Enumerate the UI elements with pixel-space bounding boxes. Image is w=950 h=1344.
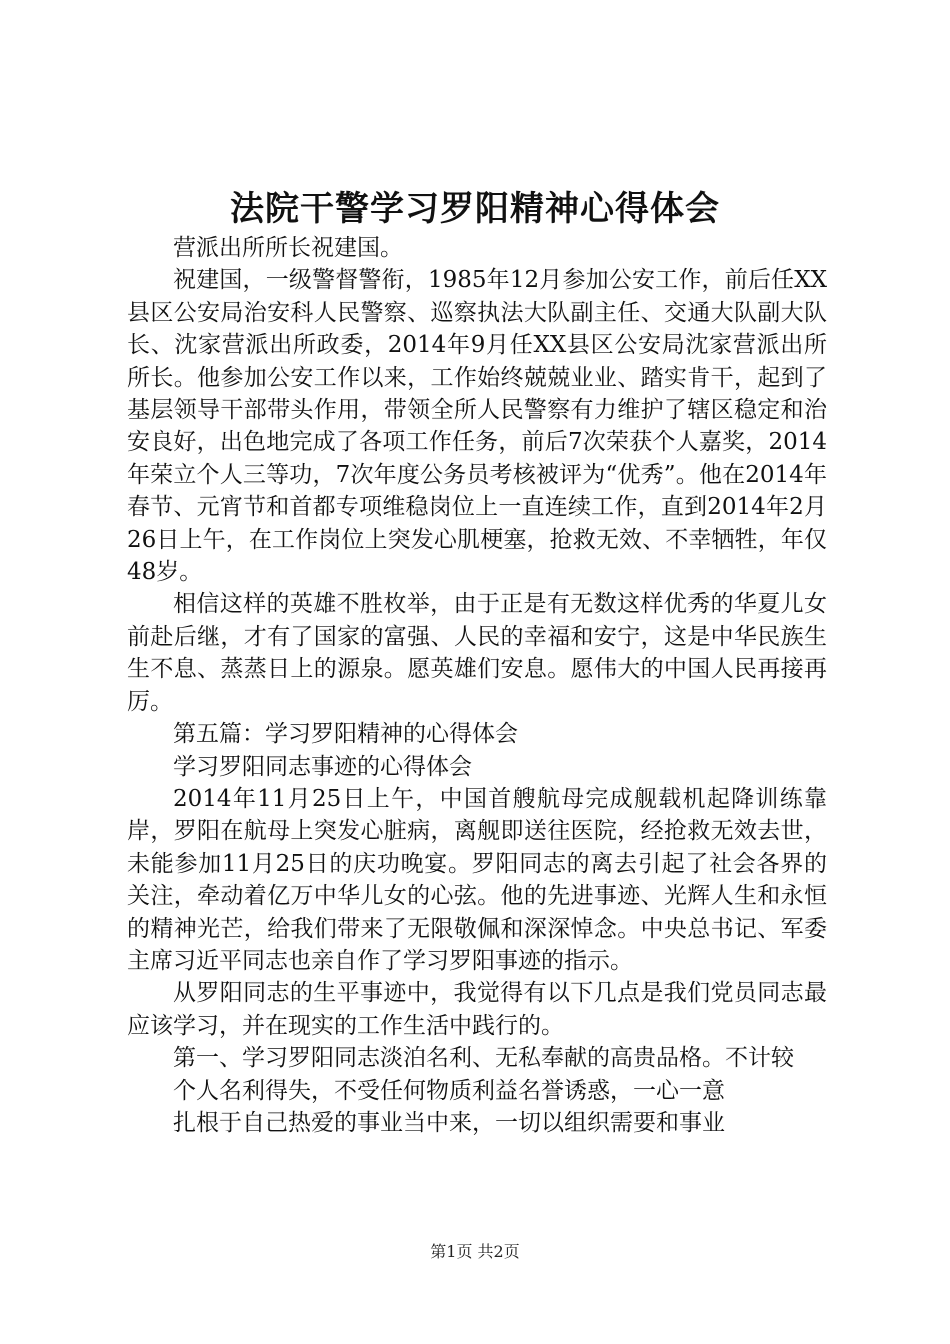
paragraph: 营派出所所长祝建国。 xyxy=(173,235,403,261)
paragraph: 从罗阳同志的生平事迹中，我觉得有以下几点是我们党员同志最应该学习，并在现实的工作生活中践行的。 xyxy=(127,980,827,1039)
paragraph: 个人名利得失，不受任何物质利益名誉诱惑，一心一意 xyxy=(173,1077,725,1104)
paragraph: 扎根于自己热爱的事业当中来，一切以组织需要和事业 xyxy=(173,1109,725,1136)
paragraph: 祝建国，一级警督警衔，1985年12月参加公安工作，前后任XX县区公安局治安科人民警察、巡察执法大队副主任、交通大队副大队长、沈家营派出所政委，2014年9月任XX县区公安局沈家营派出所所长。他参加公安工作以来，工作始终兢兢业业、踏实肯干，起到了基层领导干部带头作用，带领全所人民警察有力维护了辖区稳定和治安良好，出色地完成了各项工作任务，前后7次荣获个人嘉奖，2014年荣立个人三等功，7次年度公务员考核被评为“优秀”。他在2014年春节、元宵节和首都专项维稳岗位上一直连续工作，直到2014年2月26日上午，在工作岗位上突发心肌梗塞，抢救无效、不幸牺牲，年仅48岁。 xyxy=(127,267,827,586)
page-number-footer: 第1页 共2页 xyxy=(430,1242,520,1261)
section-heading: 第五篇：学习罗阳精神的心得体会 xyxy=(173,721,518,748)
paragraph: 第一、学习罗阳同志淡泊名利、无私奉献的高贵品格。不计较 xyxy=(173,1045,794,1072)
document-body xyxy=(127,232,827,1139)
paragraph: 相信这样的英雄不胜枚举，由于正是有无数这样优秀的华夏儿女前赴后继，才有了国家的富强、人民的幸福和安宁，这是中华民族生生不息、蒸蒸日上的源泉。愿英雄们安息。愿伟大的中国人民再接再厉。 xyxy=(127,591,827,715)
subsection-heading: 学习罗阳同志事迹的心得体会 xyxy=(173,753,472,780)
paragraph: 2014年11月25日上午，中国首艘航母完成舰载机起降训练靠岸，罗阳在航母上突发心脏病，离舰即送往医院，经抢救无效去世，未能参加11月25日的庆功晚宴。罗阳同志的离去引起了社会各界的关注，牵动着亿万中华儿女的心弦。他的先进事迹、光辉人生和永恒的精神光芒，给我们带来了无限敬佩和深深悼念。中央总书记、军委主席习近平同志也亲自作了学习罗阳事迹的指示。 xyxy=(127,785,827,974)
document-title: 法院干警学习罗阳精神心得体会 xyxy=(230,189,720,229)
